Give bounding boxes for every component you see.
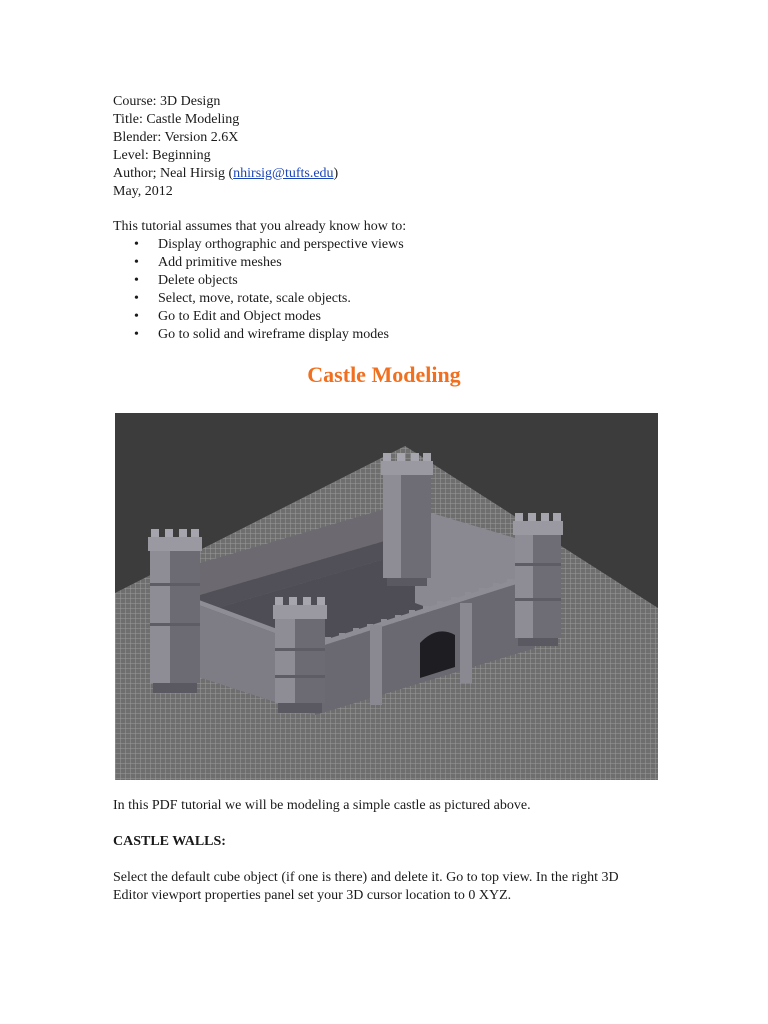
document-metadata <box>113 93 338 201</box>
section-heading-castle-walls: CASTLE WALLS: <box>113 834 226 849</box>
title-line: Title: Castle Modeling <box>113 112 240 127</box>
instruction-paragraph: Select the default cube object (if one is there) and delete it. Go to top view. In the right 3D Editor viewport properties panel set your 3D cursor location to 0 XYZ. <box>113 870 619 903</box>
list-item <box>134 290 404 308</box>
prerequisite-list <box>134 236 404 344</box>
author-email-link[interactable]: nhirsig@tufts.edu <box>233 166 334 181</box>
bullet-glyph: • <box>134 255 139 270</box>
author-prefix: Author; Neal Hirsig ( <box>113 166 234 181</box>
intro-paragraph: In this PDF tutorial we will be modeling a simple castle as pictured above. <box>113 798 531 813</box>
bullet-glyph: • <box>134 237 139 252</box>
blender-version-line: Blender: Version 2.6X <box>113 130 239 145</box>
list-item <box>134 326 404 344</box>
date-line: May, 2012 <box>113 184 173 199</box>
list-item <box>134 308 404 326</box>
list-item <box>134 236 404 254</box>
bullet-glyph: • <box>134 327 139 342</box>
list-item <box>134 272 404 290</box>
section-title: Castle Modeling <box>307 362 461 387</box>
bullet-glyph: • <box>134 291 139 306</box>
list-item-text: Go to Edit and Object modes <box>158 309 321 324</box>
list-item-text: Select, move, rotate, scale objects. <box>158 291 351 306</box>
list-item-text: Go to solid and wireframe display modes <box>158 327 389 342</box>
bullet-glyph: • <box>134 273 139 288</box>
list-item-text: Display orthographic and perspective views <box>158 237 404 252</box>
list-item <box>134 254 404 272</box>
level-line: Level: Beginning <box>113 148 211 163</box>
intro-text: This tutorial assumes that you already know how to: <box>113 219 407 234</box>
bullet-glyph: • <box>134 309 139 324</box>
castle-render-image <box>115 413 658 780</box>
list-item-text: Add primitive meshes <box>158 255 282 270</box>
author-suffix: ) <box>333 166 339 181</box>
course-line: Course: 3D Design <box>113 94 221 109</box>
list-item-text: Delete objects <box>158 273 238 288</box>
author-line <box>113 165 338 183</box>
